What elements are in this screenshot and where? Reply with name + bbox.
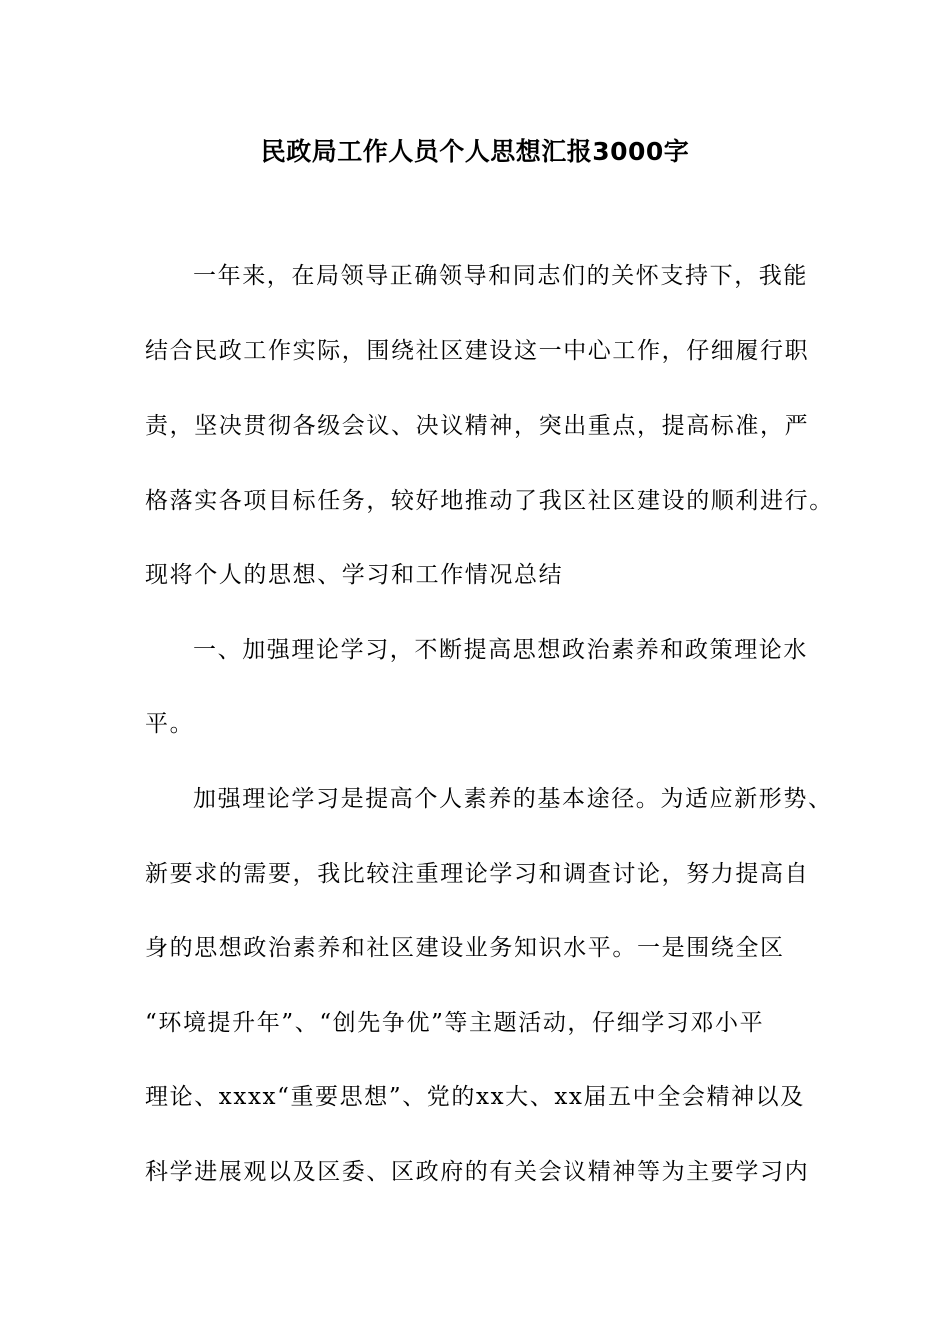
text-line: 平。: [145, 711, 195, 737]
text-line: 一、加强理论学习，不断提高思想政治素养和政策理论水: [193, 637, 808, 663]
text-line: 身的思想政治素养和社区建设业务知识水平。一是围绕全区: [145, 935, 785, 961]
text-line: 一年来，在局领导正确领导和同志们的关怀支持下，我能: [193, 263, 808, 289]
text-line: 加强理论学习是提高个人素养的基本途径。为适应新形势、: [193, 786, 833, 812]
text-line: “环境提升年”、“创先争优”等主题活动，仔细学习邓小平: [145, 1010, 765, 1036]
text-line: 责，坚决贯彻各级会议、决议精神，突出重点，提高标准，严: [145, 413, 810, 439]
text-line: 现将个人的思想、学习和工作情况总结: [145, 562, 564, 588]
document-title: 民政局工作人员个人思想汇报3000字: [260, 137, 690, 166]
text-line: 新要求的需要，我比较注重理论学习和调查讨论，努力提高自: [145, 861, 810, 887]
text-line: 科学进展观以及区委、区政府的有关会议精神等为主要学习内: [145, 1159, 810, 1185]
text-line: 格落实各项目标任务，较好地推动了我区社区建设的顺利进行。: [145, 488, 834, 514]
text-line: 结合民政工作实际，围绕社区建设这一中心工作，仔细履行职: [145, 338, 810, 364]
text-line: 理论、xxxx“重要思想”、党的xx大、xx届五中全会精神以及: [145, 1084, 805, 1110]
